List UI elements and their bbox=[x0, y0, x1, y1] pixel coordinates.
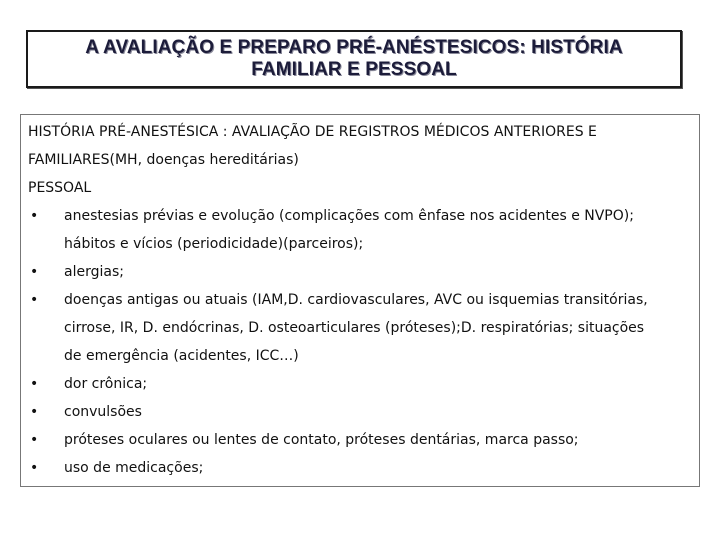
bullet-marker: • bbox=[30, 264, 39, 280]
bullet-text bbox=[64, 398, 699, 426]
bullet-item bbox=[28, 426, 699, 454]
bullet-marker: • bbox=[30, 208, 39, 224]
bullet-item bbox=[28, 258, 699, 286]
content-box bbox=[20, 114, 700, 487]
bullet-item bbox=[28, 454, 699, 482]
bullet-line: hábitos e vícios (periodicidade)(parceiros); bbox=[64, 236, 364, 252]
bullet-line: de emergência (acidentes, ICC…) bbox=[64, 348, 299, 364]
bullet-line: dor crônica; bbox=[64, 376, 148, 392]
slide-title-box bbox=[26, 30, 682, 88]
bullet-line: doenças antigas ou atuais (IAM,D. cardiovasculares, AVC ou isquemias transitórias, bbox=[64, 292, 648, 308]
bullet-text bbox=[64, 454, 699, 482]
bullet-line: convulsões bbox=[64, 404, 142, 420]
bullet-text bbox=[64, 258, 699, 286]
bullet-text bbox=[64, 426, 699, 454]
bullet-item bbox=[28, 370, 699, 398]
bullet-marker: • bbox=[30, 292, 39, 308]
slide-title-line-2: FAMILIAR E PESSOAL bbox=[251, 59, 457, 80]
section-label-pessoal: PESSOAL bbox=[28, 180, 92, 196]
bullet-marker: • bbox=[30, 432, 39, 448]
history-heading-line-1: HISTÓRIA PRÉ-ANESTÉSICA : AVALIAÇÃO DE REGISTROS MÉDICOS ANTERIORES E bbox=[28, 124, 597, 140]
bullet-text bbox=[64, 202, 699, 258]
history-heading-line-2: FAMILIARES(MH, doenças hereditárias) bbox=[28, 152, 299, 168]
bullet-line: alergias; bbox=[64, 264, 124, 280]
bullet-text bbox=[64, 286, 699, 370]
bullet-marker: • bbox=[30, 404, 39, 420]
bullet-line: próteses oculares ou lentes de contato, próteses dentárias, marca passo; bbox=[64, 432, 579, 448]
bullet-item bbox=[28, 286, 699, 370]
bullet-line: anestesias prévias e evolução (complicações com ênfase nos acidentes e NVPO); bbox=[64, 208, 634, 224]
bullet-marker: • bbox=[30, 460, 39, 476]
bullet-marker: • bbox=[30, 376, 39, 392]
bullet-item bbox=[28, 202, 699, 258]
bullet-item bbox=[28, 398, 699, 426]
bullet-line: cirrose, IR, D. endócrinas, D. osteoarticulares (próteses);D. respiratórias; situações bbox=[64, 320, 645, 336]
slide-title-line-1: A AVALIAÇÃO E PREPARO PRÉ-ANÉSTESICOS: HISTÓRIA bbox=[85, 37, 623, 58]
bullet-line: uso de medicações; bbox=[64, 460, 204, 476]
bullet-list bbox=[28, 202, 699, 482]
bullet-text bbox=[64, 370, 699, 398]
